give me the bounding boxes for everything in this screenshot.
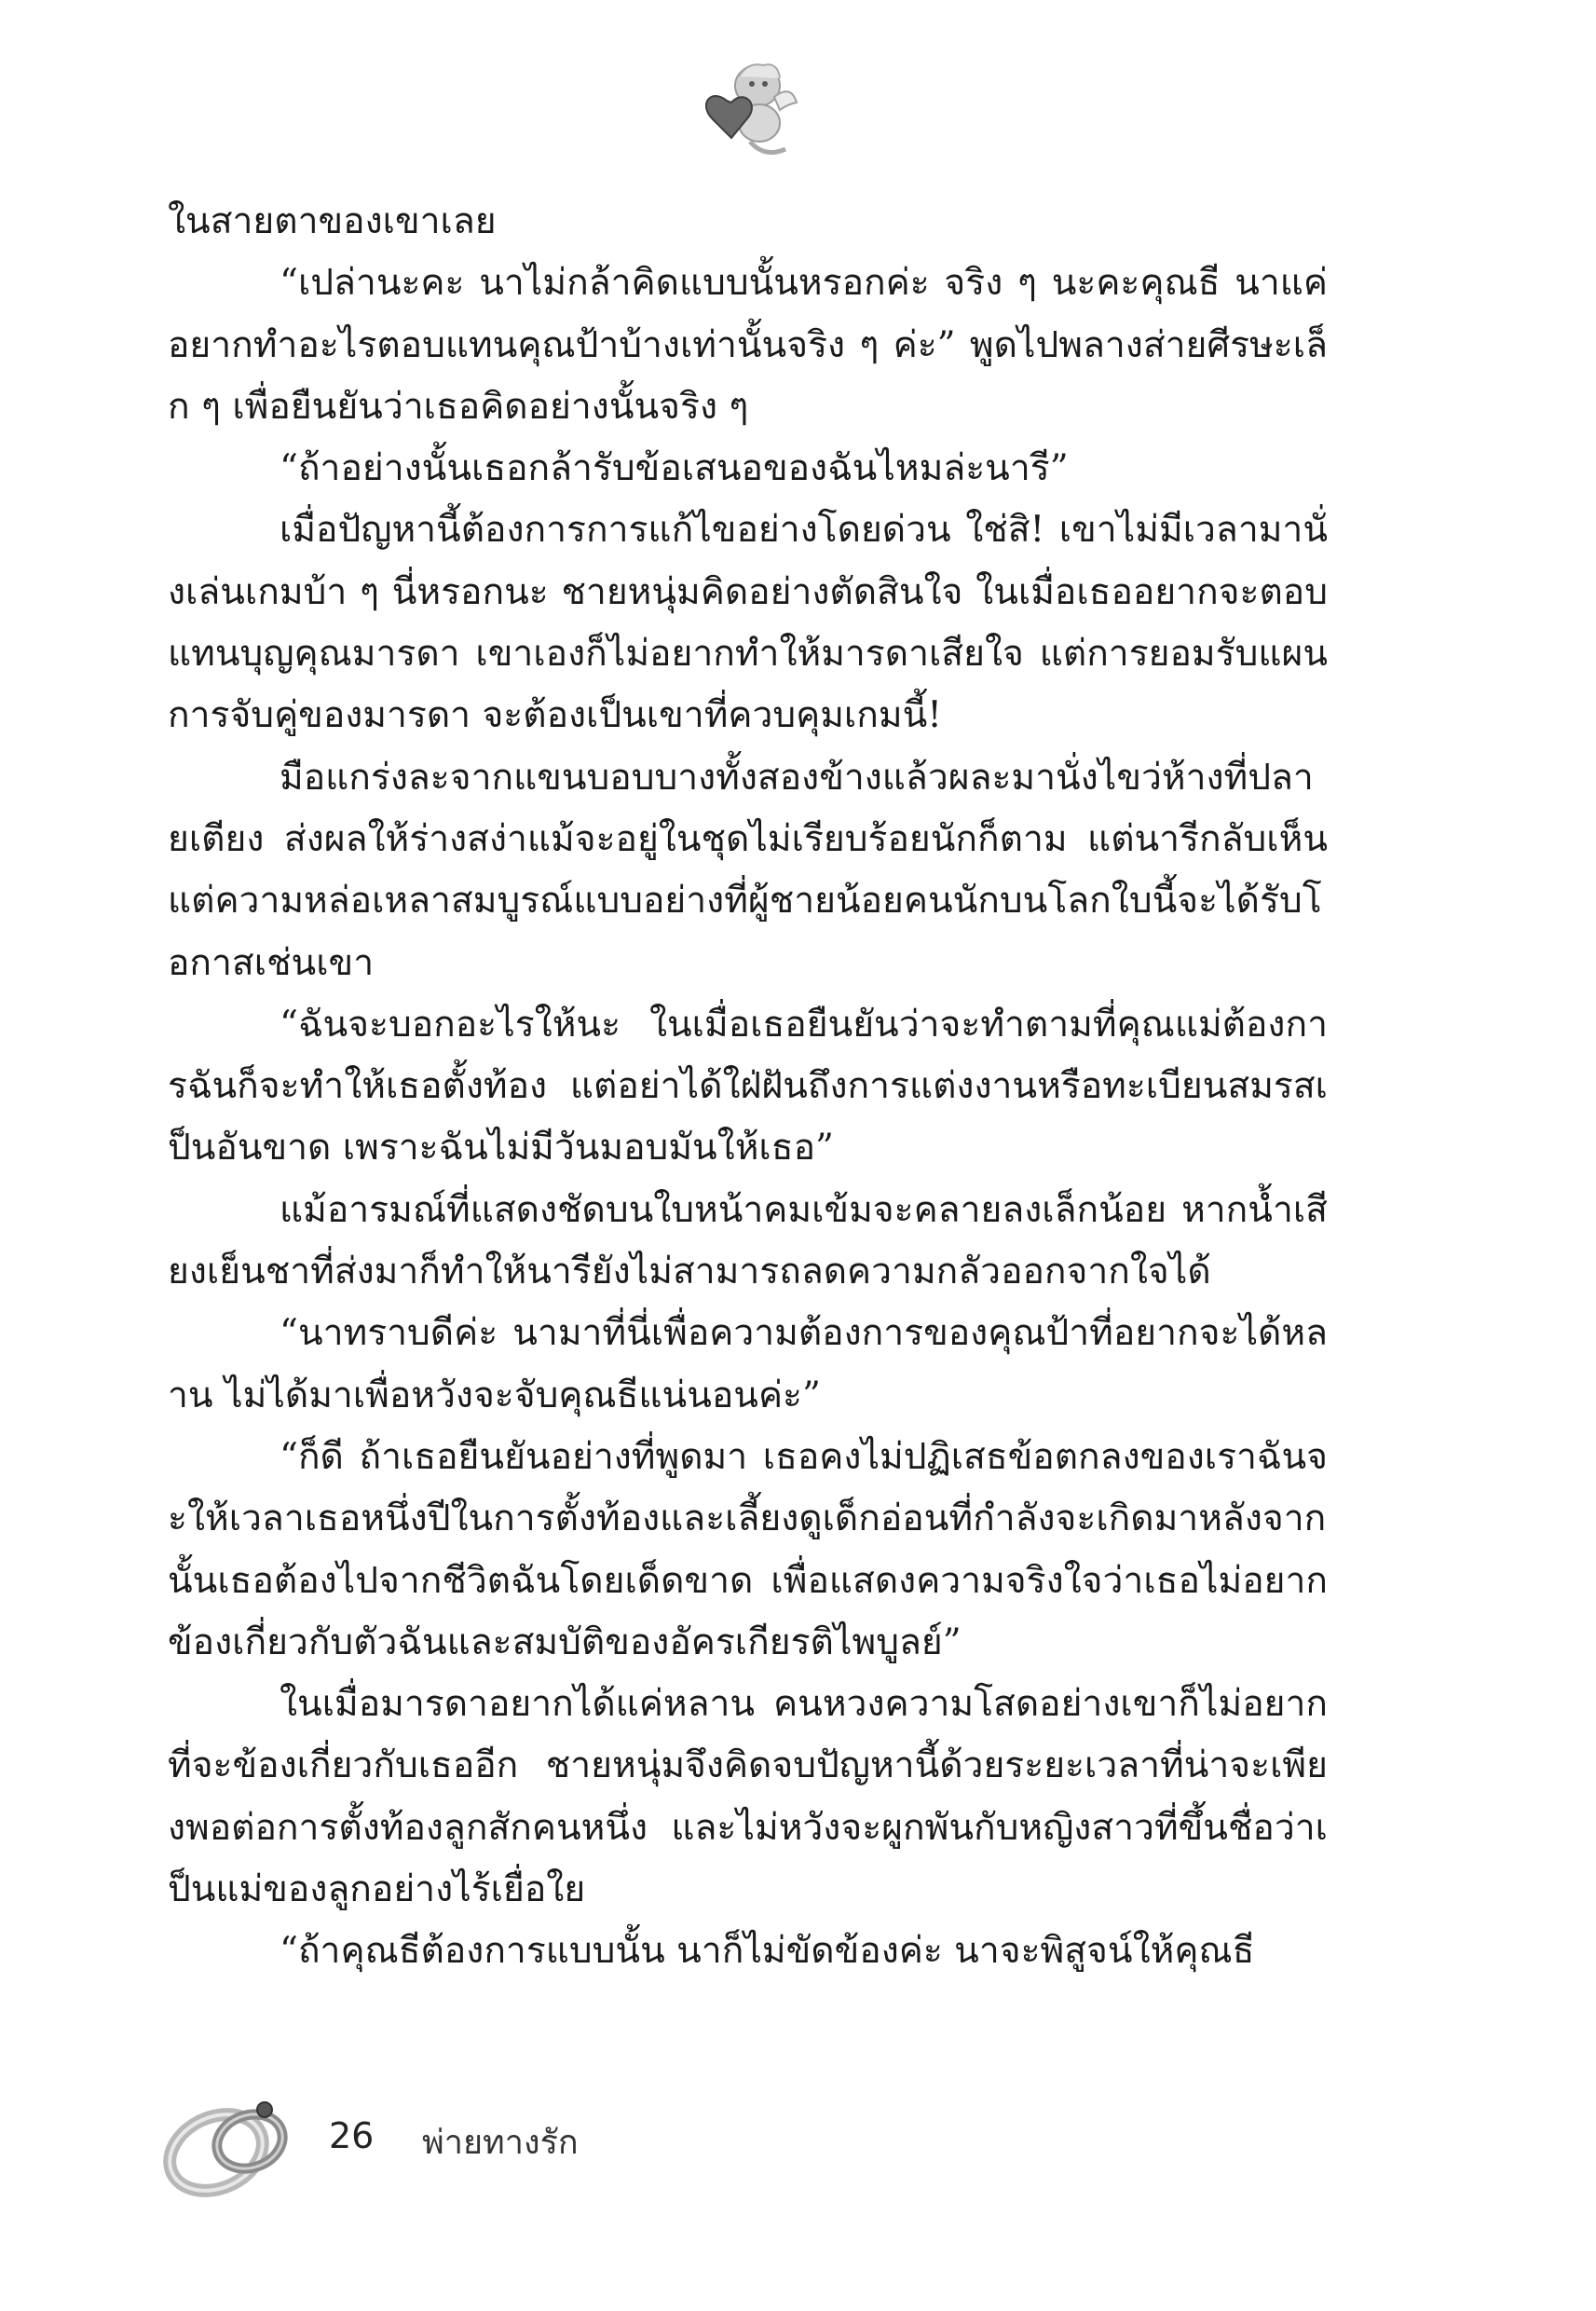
- cupid-with-heart-icon: [694, 56, 801, 163]
- paragraph: “ถ้าอย่างนั้นเธอกล้ารับข้อเสนอของฉันไหมล่ะนารี”: [280, 447, 1069, 490]
- paragraph: “นาทราบดีค่ะ นามาที่นี่เพื่อความต้องการของคุณป้าที่อยากจะได้หลาน ไม่ได้มาเพื่อหวังจะจับคุณธีแน่นอนค่ะ”: [168, 1312, 1328, 1416]
- paragraph: “ถ้าคุณธีต้องการแบบนั้น นาก็ไม่ขัดข้องค่ะ นาจะพิสูจน์ให้คุณธี: [280, 1930, 1255, 1973]
- paragraph: ในสายตาของเขาเลย: [168, 200, 497, 242]
- paragraph: ในเมื่อมารดาอยากได้แค่หลาน คนหวงความโสดอย่างเขาก็ไม่อยากที่จะข้องเกี่ยวกับเธออีก ชายหนุ่มจึงคิดจบปัญหานี้ด้วยระยะเวลาที่น่าจะเพียงพอต่อการตั้งท้องลูกสักคนหนึ่ง และไม่หวังจะผูกพันกับหญิงสาวที่ขึ้นชื่อว่าเป็นแม่ของลูกอย่างไร้เยื่อใย: [168, 1683, 1328, 1911]
- paragraph: เมื่อปัญหานี้ต้องการการแก้ไขอย่างโดยด่วน ใช่สิ! เขาไม่มีเวลามานั่งเล่นเกมบ้า ๆ นี่หรอกนะ ชายหนุ่มคิดอย่างตัดสินใจ ในเมื่อเธออยากจะตอบแทนบุญคุณมารดา เขาเองก็ไม่อยากทำให้มารดาเสียใจ แต่การยอมรับแผนการจับคู่ของมารดา จะต้องเป็นเขาที่ควบคุมเกมนี้!: [168, 509, 1328, 737]
- paragraph: แม้อารมณ์ที่แสดงชัดบนใบหน้าคมเข้มจะคลายลงเล็กน้อย หากน้ำเสียงเย็นชาที่ส่งมาก็ทำให้นารียังไม่สามารถลดความกลัวออกจากใจได้: [168, 1188, 1328, 1293]
- paragraph: “ก็ดี ถ้าเธอยืนยันอย่างที่พูดมา เธอคงไม่ปฏิเสธข้อตกลงของเราฉันจะให้เวลาเธอหนึ่งปีในการตั้งท้องและเลี้ยงดูเด็กอ่อนที่กำลังจะเกิดมาหลังจากนั้นเธอต้องไปจากชีวิตฉันโดยเด็ดขาด เพื่อแสดงความจริงใจว่าเธอไม่อยากข้องเกี่ยวกับตัวฉันและสมบัติของอัครเกียรติไพบูลย์”: [168, 1435, 1328, 1663]
- paragraph: มือแกร่งละจากแขนบอบบางทั้งสองข้างแล้วผละมานั่งไขว่ห้างที่ปลายเตียง ส่งผลให้ร่างสง่าแม้จะอยู่ในชุดไม่เรียบร้อยนักก็ตาม แต่นารีกลับเห็นแต่ความหล่อเหลาสมบูรณ์แบบอย่างที่ผู้ชายน้อยคนนักบนโลกใบนี้จะได้รับโอกาสเช่นเขา: [168, 756, 1328, 984]
- body-text: [168, 191, 1328, 1983]
- page-footer: [158, 2087, 811, 2199]
- paragraph: “เปล่านะคะ นาไม่กล้าคิดแบบนั้นหรอกค่ะ จริง ๆ นะคะคุณธี นาแค่อยากทำอะไรตอบแทนคุณป้าบ้างเท่านั้นจริง ๆ ค่ะ” พูดไปพลางส่ายศีรษะเล็ก ๆ เพื่อยืนยันว่าเธอคิดอย่างนั้นจริง ๆ: [168, 262, 1328, 428]
- book-title: พ่ายทางรัก: [422, 2124, 579, 2162]
- wedding-rings-icon: [158, 2087, 307, 2199]
- paragraph: “ฉันจะบอกอะไรให้นะ ในเมื่อเธอยืนยันว่าจะทำตามที่คุณแม่ต้องการฉันก็จะทำให้เธอตั้งท้อง แต่อย่าได้ใฝ่ฝันถึงการแต่งงานหรือทะเบียนสมรสเป็นอันขาด เพราะฉันไม่มีวันมอบมันให้เธอ”: [168, 1003, 1328, 1169]
- page-number: 26: [329, 2115, 375, 2156]
